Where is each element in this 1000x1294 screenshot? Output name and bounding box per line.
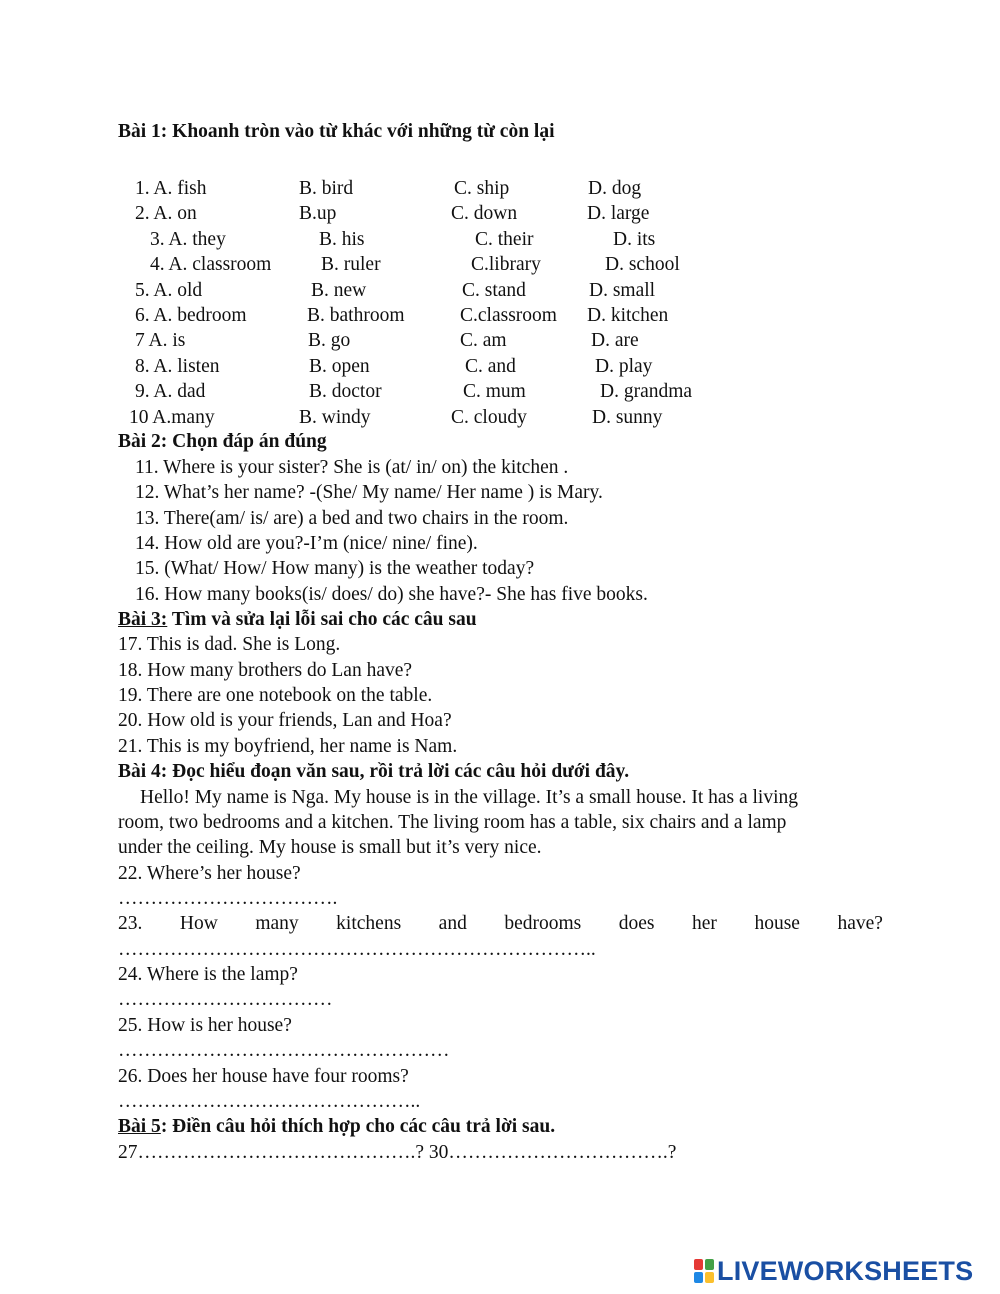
bai2-item: 14. How old are you?-I’m (nice/ nine/ fine). bbox=[135, 533, 478, 554]
q23-word: and bbox=[438, 913, 467, 934]
q23-word: bedrooms bbox=[504, 913, 582, 934]
bai1-option[interactable]: C. and bbox=[465, 356, 516, 377]
logo-square bbox=[705, 1272, 714, 1283]
bai1-option[interactable]: C. cloudy bbox=[451, 407, 527, 428]
liveworksheets-logo bbox=[694, 1256, 973, 1286]
bai4-title: Bài 4: Đọc hiểu đoạn văn sau, rồi trả lời các câu hỏi dưới đây. bbox=[118, 761, 630, 782]
bai5-answer-line[interactable]: 27…………………………………….? 30…………………………….? bbox=[118, 1142, 677, 1163]
bai1-option[interactable]: C.classroom bbox=[460, 305, 557, 326]
bai1-item-option-a[interactable]: 6. A. bedroom bbox=[135, 305, 247, 326]
bai1-option[interactable]: C. am bbox=[460, 330, 507, 351]
bai1-option[interactable]: B. new bbox=[311, 280, 367, 301]
bai1-item-option-a[interactable]: 10 A.many bbox=[129, 407, 215, 428]
answer-line-22[interactable]: ……………………………. bbox=[118, 888, 338, 909]
q23-word: does bbox=[618, 913, 655, 934]
bai2-item: 12. What’s her name? -(She/ My name/ Her name ) is Mary. bbox=[135, 482, 603, 503]
bai5-label: Bài 5 bbox=[118, 1116, 161, 1137]
passage-line: Hello! My name is Nga. My house is in the village. It’s a small house. It has a living bbox=[140, 787, 799, 808]
bai3-title: Tìm và sửa lại lỗi sai cho các câu sau bbox=[167, 609, 477, 630]
answer-line-25[interactable]: …………………………………………… bbox=[118, 1040, 450, 1061]
bai1-option[interactable]: B. bathroom bbox=[307, 305, 405, 326]
bai1-option[interactable]: C. their bbox=[475, 229, 534, 250]
bai2-item: 11. Where is your sister? She is (at/ in/ on) the kitchen . bbox=[135, 457, 569, 478]
bai1-item-option-a[interactable]: 2. A. on bbox=[135, 203, 197, 224]
bai1-option[interactable]: C. down bbox=[451, 203, 518, 224]
bai1-option[interactable]: B. bird bbox=[299, 178, 354, 199]
answer-line-24[interactable]: …………………………… bbox=[118, 989, 333, 1010]
bai1-option[interactable]: B. go bbox=[308, 330, 351, 351]
bai2-item: 15. (What/ How/ How many) is the weather today? bbox=[135, 558, 535, 579]
bai1-option[interactable]: B. his bbox=[319, 229, 365, 250]
bai1-option[interactable]: B.up bbox=[299, 203, 337, 224]
bai3-item: 18. How many brothers do Lan have? bbox=[118, 660, 413, 681]
q23-word: many bbox=[255, 913, 299, 934]
logo-mark-icon bbox=[694, 1259, 714, 1283]
q23-word: How bbox=[179, 913, 218, 934]
bai5-heading bbox=[118, 1114, 555, 1139]
question-25: 25. How is her house? bbox=[118, 1015, 292, 1036]
logo-square bbox=[694, 1259, 703, 1270]
answer-line-26[interactable]: ……………………………………….. bbox=[118, 1091, 421, 1112]
bai1-option[interactable]: B. ruler bbox=[321, 254, 381, 275]
logo-square bbox=[694, 1272, 703, 1283]
bai1-item-option-a[interactable]: 4. A. classroom bbox=[150, 254, 272, 275]
bai1-option[interactable]: B. open bbox=[309, 356, 370, 377]
bai1-option[interactable]: D. are bbox=[591, 330, 639, 351]
q23-word: house bbox=[754, 913, 800, 934]
q23-word: kitchens bbox=[336, 913, 402, 934]
bai1-option[interactable]: D. small bbox=[589, 280, 656, 301]
bai2-title: Bài 2: Chọn đáp án đúng bbox=[118, 431, 327, 452]
bai1-option[interactable]: D. large bbox=[587, 203, 650, 224]
question-23 bbox=[118, 911, 883, 936]
bai3-item: 21. This is my boyfriend, her name is Nam. bbox=[118, 736, 458, 757]
passage-line: under the ceiling. My house is small but it’s very nice. bbox=[118, 837, 542, 858]
bai1-item-option-a[interactable]: 7 A. is bbox=[135, 330, 186, 351]
bai5-title: : Điền câu hỏi thích hợp cho các câu trả lời sau. bbox=[160, 1116, 556, 1137]
bai3-item: 19. There are one notebook on the table. bbox=[118, 685, 433, 706]
bai1-option[interactable]: D. school bbox=[605, 254, 680, 275]
bai3-item: 20. How old is your friends, Lan and Hoa? bbox=[118, 710, 452, 731]
bai3-item: 17. This is dad. She is Long. bbox=[118, 634, 341, 655]
bai2-item: 16. How many books(is/ does/ do) she have?- She has five books. bbox=[135, 584, 648, 605]
q23-word: her bbox=[692, 913, 717, 934]
question-26: 26. Does her house have four rooms? bbox=[118, 1066, 409, 1087]
bai1-item-option-a[interactable]: 5. A. old bbox=[135, 280, 203, 301]
bai3-heading bbox=[118, 607, 477, 632]
bai1-title: Bài 1: Khoanh tròn vào từ khác với những từ còn lại bbox=[118, 121, 555, 142]
bai1-option[interactable]: D. dog bbox=[588, 178, 642, 199]
answer-line-23[interactable]: ……………………………………………………………….. bbox=[118, 939, 596, 960]
bai1-option[interactable]: C. ship bbox=[454, 178, 510, 199]
bai1-option[interactable]: C.library bbox=[471, 254, 541, 275]
q23-word: 23. bbox=[118, 913, 143, 934]
bai1-option[interactable]: B. doctor bbox=[309, 381, 382, 402]
bai1-option[interactable]: C. mum bbox=[463, 381, 526, 402]
bai1-option[interactable]: D. kitchen bbox=[587, 305, 669, 326]
bai1-option[interactable]: D. its bbox=[613, 229, 656, 250]
bai1-item-option-a[interactable]: 1. A. fish bbox=[135, 178, 207, 199]
passage-line: room, two bedrooms and a kitchen. The living room has a table, six chairs and a lamp bbox=[118, 812, 787, 833]
bai1-option[interactable]: B. windy bbox=[299, 407, 371, 428]
bai1-item-option-a[interactable]: 8. A. listen bbox=[135, 356, 220, 377]
bai1-item-option-a[interactable]: 9. A. dad bbox=[135, 381, 206, 402]
question-22: 22. Where’s her house? bbox=[118, 863, 301, 884]
bai3-label: Bài 3: bbox=[118, 609, 168, 630]
logo-text: LIVEWORKSHEETS bbox=[717, 1255, 974, 1286]
bai2-item: 13. There(am/ is/ are) a bed and two chairs in the room. bbox=[135, 508, 569, 529]
question-24: 24. Where is the lamp? bbox=[118, 964, 298, 985]
q23-word: have? bbox=[837, 913, 883, 934]
bai1-option[interactable]: D. grandma bbox=[600, 381, 693, 402]
bai1-option[interactable]: C. stand bbox=[462, 280, 526, 301]
bai1-option[interactable]: D. sunny bbox=[592, 407, 663, 428]
logo-square bbox=[705, 1259, 714, 1270]
bai1-item-option-a[interactable]: 3. A. they bbox=[150, 229, 226, 250]
bai1-option[interactable]: D. play bbox=[595, 356, 653, 377]
